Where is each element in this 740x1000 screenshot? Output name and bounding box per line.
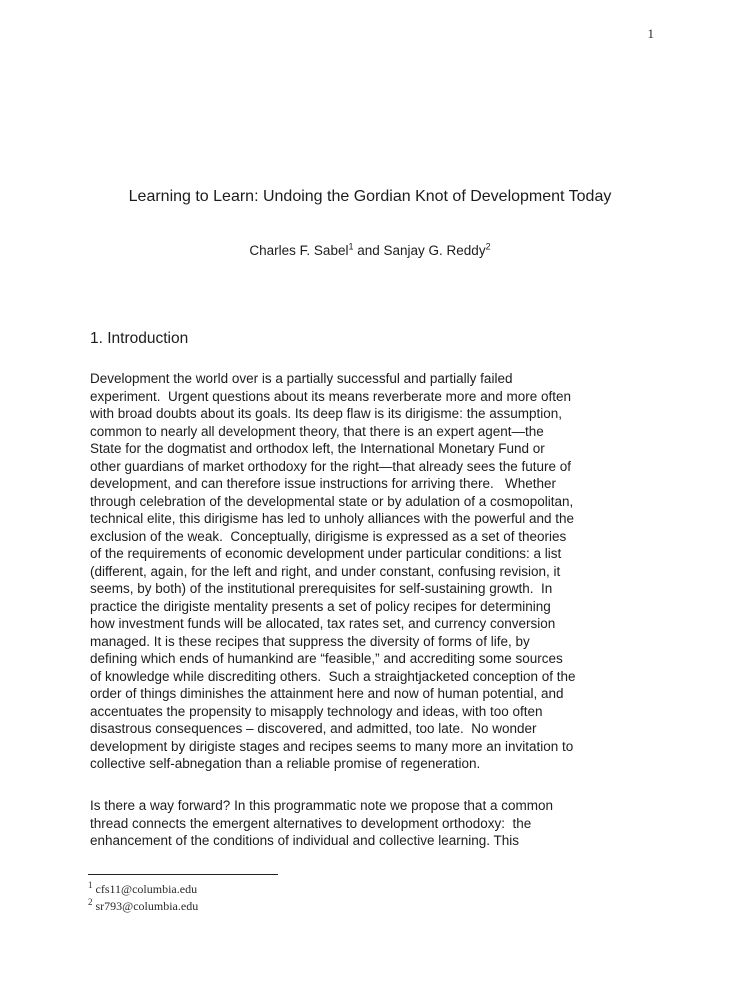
text-line: technical elite, this dirigisme has led to unholy alliances with the powerful and the [90, 511, 575, 526]
text-line: accentuates the propensity to misapply technology and ideas, with too often [90, 703, 543, 719]
text-line: experiment. Urgent questions about its means reverberate more and more often [90, 388, 572, 404]
text-line: Is there a way forward? In this programmatic note we propose that a common [90, 798, 553, 813]
author-name-1: Charles F. Sabel [249, 243, 349, 258]
footnote-marker: 1 [348, 241, 354, 252]
paragraph [90, 797, 553, 850]
text-line: defining which ends of humankind are “feasible,” and accrediting some sources [90, 651, 563, 666]
text-line: other guardians of market orthodoxy for the right—that already sees the future of [90, 458, 572, 474]
text-line: thread connects the emergent alternatives to development orthodoxy: the [90, 815, 532, 831]
text-line: disastrous consequences – discovered, and admitted, too late. No wonder [90, 721, 537, 736]
text-line: seems, by both) of the institutional prerequisites for self-sustaining growth. In [90, 581, 553, 596]
footnote-separator [88, 874, 278, 875]
text-line: how investment funds will be allocated, tax rates set, and currency conversion [90, 616, 556, 631]
text-line: development by dirigiste stages and recipes seems to many more an invitation to [90, 738, 574, 754]
footnote-text: cfs11@columbia.edu [92, 882, 198, 896]
text-line: development, and can therefore issue instructions for arriving there. Whether [90, 476, 556, 491]
text-line: with broad doubts about its goals. Its deep flaw is its dirigisme: the assumption, [90, 406, 562, 421]
text-line: common to nearly all development theory, that there is an expert agent—the [90, 423, 544, 439]
footnote [88, 881, 278, 898]
text-line: managed. It is these recipes that suppress the diversity of forms of life, by [90, 633, 530, 649]
footnote-marker: 1 [88, 880, 93, 890]
footnote-area [88, 874, 278, 915]
text-line: State for the dogmatist and orthodox left, the International Monetary Fund or [90, 441, 545, 456]
footnote-text: sr793@columbia.edu [92, 899, 199, 913]
author-name-2: Sanjay G. Reddy [383, 243, 486, 258]
text-line: through celebration of the developmental state or by adulation of a cosmopolitan, [90, 493, 574, 509]
page-number: 1 [647, 26, 654, 41]
text-line: practice the dirigiste mentality presents a set of policy recipes for determining [90, 598, 551, 614]
text-line: Development the world over is a partially successful and partially failed [90, 371, 513, 386]
section-heading: 1. Introduction [90, 330, 189, 347]
authors-connector: and [353, 243, 384, 258]
footnote-marker: 2 [485, 241, 491, 252]
paper-title: Learning to Learn: Undoing the Gordian Knot of Development Today [128, 188, 612, 205]
paragraph [90, 370, 576, 773]
text-line: of knowledge while discrediting others. Such a straightjacketed conception of the [90, 668, 576, 684]
text-line: of the requirements of economic development under particular conditions: a list [90, 546, 562, 561]
text-line: enhancement of the conditions of individual and collective learning. This [90, 833, 520, 848]
text-line: order of things diminishes the attainment here and now of human potential, and [90, 686, 564, 701]
footnote-marker: 2 [88, 897, 93, 907]
text-line: exclusion of the weak. Conceptually, dirigisme is expressed as a set of theories [90, 528, 567, 544]
text-line: (different, again, for the left and right, and under constant, confusing revision, it [90, 563, 561, 579]
footnote [88, 898, 278, 915]
text-line: collective self-abnegation than a reliable promise of regeneration. [90, 756, 481, 771]
authors-line [0, 243, 740, 258]
